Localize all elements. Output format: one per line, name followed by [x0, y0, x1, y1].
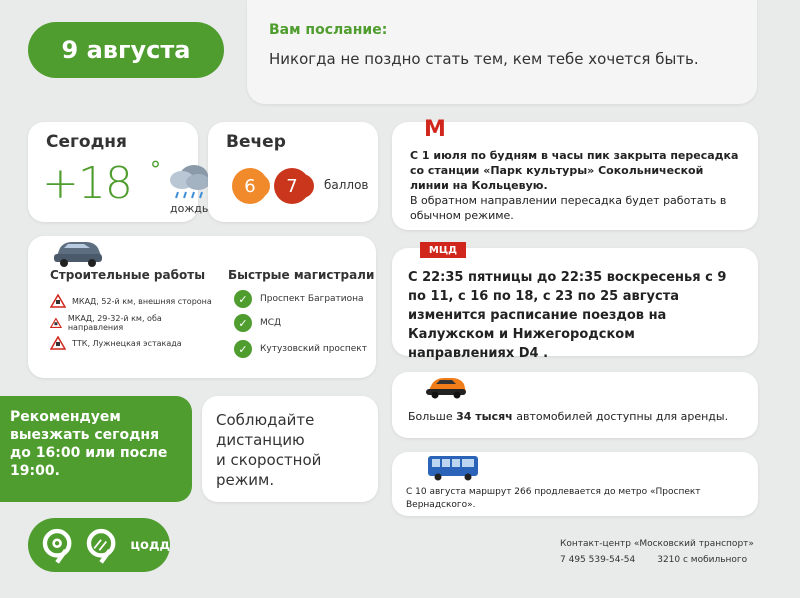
recommend-line: 19:00.: [10, 463, 60, 479]
cdd-mark-icon: [38, 523, 76, 567]
work-item: [50, 294, 212, 308]
date-pill: [28, 22, 224, 78]
work-item-label: МКАД, 52-й км, внешняя сторона: [72, 296, 212, 306]
check-icon: ✓: [234, 340, 252, 358]
safety-line: и скоростной: [216, 451, 322, 469]
safety-line: Соблюдайте: [216, 411, 315, 429]
rent-text-pre: Больше: [408, 410, 457, 423]
safety-card: [202, 396, 378, 502]
highway-item: [234, 314, 281, 332]
mcd-card: [392, 244, 758, 361]
mcd-logo-icon: МЦД: [420, 242, 466, 258]
message-card: [247, 0, 757, 104]
evening-traffic-card: [208, 122, 378, 222]
metro-card: [392, 117, 758, 230]
metro-notice: В обратном направлении пересадка будет работать в обычном режиме.: [410, 194, 727, 222]
contact-phone[interactable]: 7 495 539-54-54: [560, 555, 636, 565]
roadwork-warning-icon: [50, 316, 62, 330]
roadwork-warning-icon: [50, 336, 66, 350]
roadwork-warning-icon: [50, 294, 66, 308]
cdd-road-icon: [82, 523, 120, 567]
carsharing-card: [392, 372, 758, 438]
mcd-notice: С 22:35 пятницы до 22:35 воскресенья с 9 по 11, с 16 по 18, с 23 по 25 августа изменится расписание поездов на Калужском и Нижегородском направлениях D4 .: [408, 270, 727, 361]
highway-item: [234, 340, 367, 358]
highway-item: [234, 290, 364, 308]
safety-line: режим.: [216, 471, 275, 489]
date-label: 9 августа: [61, 36, 191, 64]
message-title: Вам послание:: [269, 22, 388, 38]
recommendation-card: [0, 396, 192, 502]
degree-sign: °: [150, 158, 161, 183]
recommend-line: до 16:00 или после: [10, 445, 168, 461]
works-title: Строительные работы: [50, 268, 206, 282]
car-icon: [50, 236, 106, 268]
roads-card: [28, 236, 376, 378]
bus-card: [392, 452, 758, 516]
work-item: [50, 336, 182, 350]
rent-count: 34 тысяч: [456, 410, 513, 423]
bus-icon: [426, 452, 480, 482]
contact-mobile: 3210 с мобильного: [657, 555, 748, 565]
highway-label: Кутузовский проспект: [260, 344, 367, 354]
highways-title: Быстрые магистрали: [228, 268, 375, 282]
recommend-line: выезжать сегодня: [10, 427, 160, 443]
work-item-label: МКАД, 29-32-й км, оба направления: [67, 314, 162, 332]
rain-cloud-icon: [164, 162, 214, 202]
cdd-logo: [28, 518, 170, 572]
contact-title: Контакт-центр «Московский транспорт»: [560, 539, 754, 549]
highway-label: Проспект Багратиона: [260, 294, 364, 304]
rent-text-post: автомобилей доступны для аренды.: [512, 410, 729, 423]
metro-notice-bold: С 1 июля по будням в часы пик закрыта пересадка со станции «Парк культуры» Сокольнической линии на Кольцевую.: [410, 149, 739, 192]
contacts: [560, 536, 754, 568]
check-icon: ✓: [234, 290, 252, 308]
bus-notice: С 10 августа маршрут 266 продлевается до метро «Проспект Вернадского».: [406, 487, 701, 510]
message-text: Никогда не поздно стать тем, кем тебе хочется быть.: [269, 50, 699, 68]
work-item: [50, 314, 180, 332]
evening-label: Вечер: [226, 132, 286, 152]
highway-label: МСД: [260, 318, 282, 328]
work-item-label: ТТК, Лужнецкая эстакада: [72, 338, 182, 348]
today-weather-card: [28, 122, 209, 222]
traffic-score-1: 6: [232, 168, 268, 204]
traffic-score-2: 7: [274, 168, 310, 204]
weather-condition: дождь: [170, 202, 209, 215]
carsharing-car-icon: [424, 374, 468, 400]
today-label: Сегодня: [46, 132, 127, 152]
metro-logo-icon: М: [424, 117, 446, 142]
cdd-logo-text: цодд: [130, 537, 170, 553]
temperature: +18: [42, 158, 132, 209]
recommend-line: Рекомендуем: [10, 409, 121, 425]
points-label: баллов: [324, 178, 369, 192]
check-icon: ✓: [234, 314, 252, 332]
safety-line: дистанцию: [216, 431, 305, 449]
